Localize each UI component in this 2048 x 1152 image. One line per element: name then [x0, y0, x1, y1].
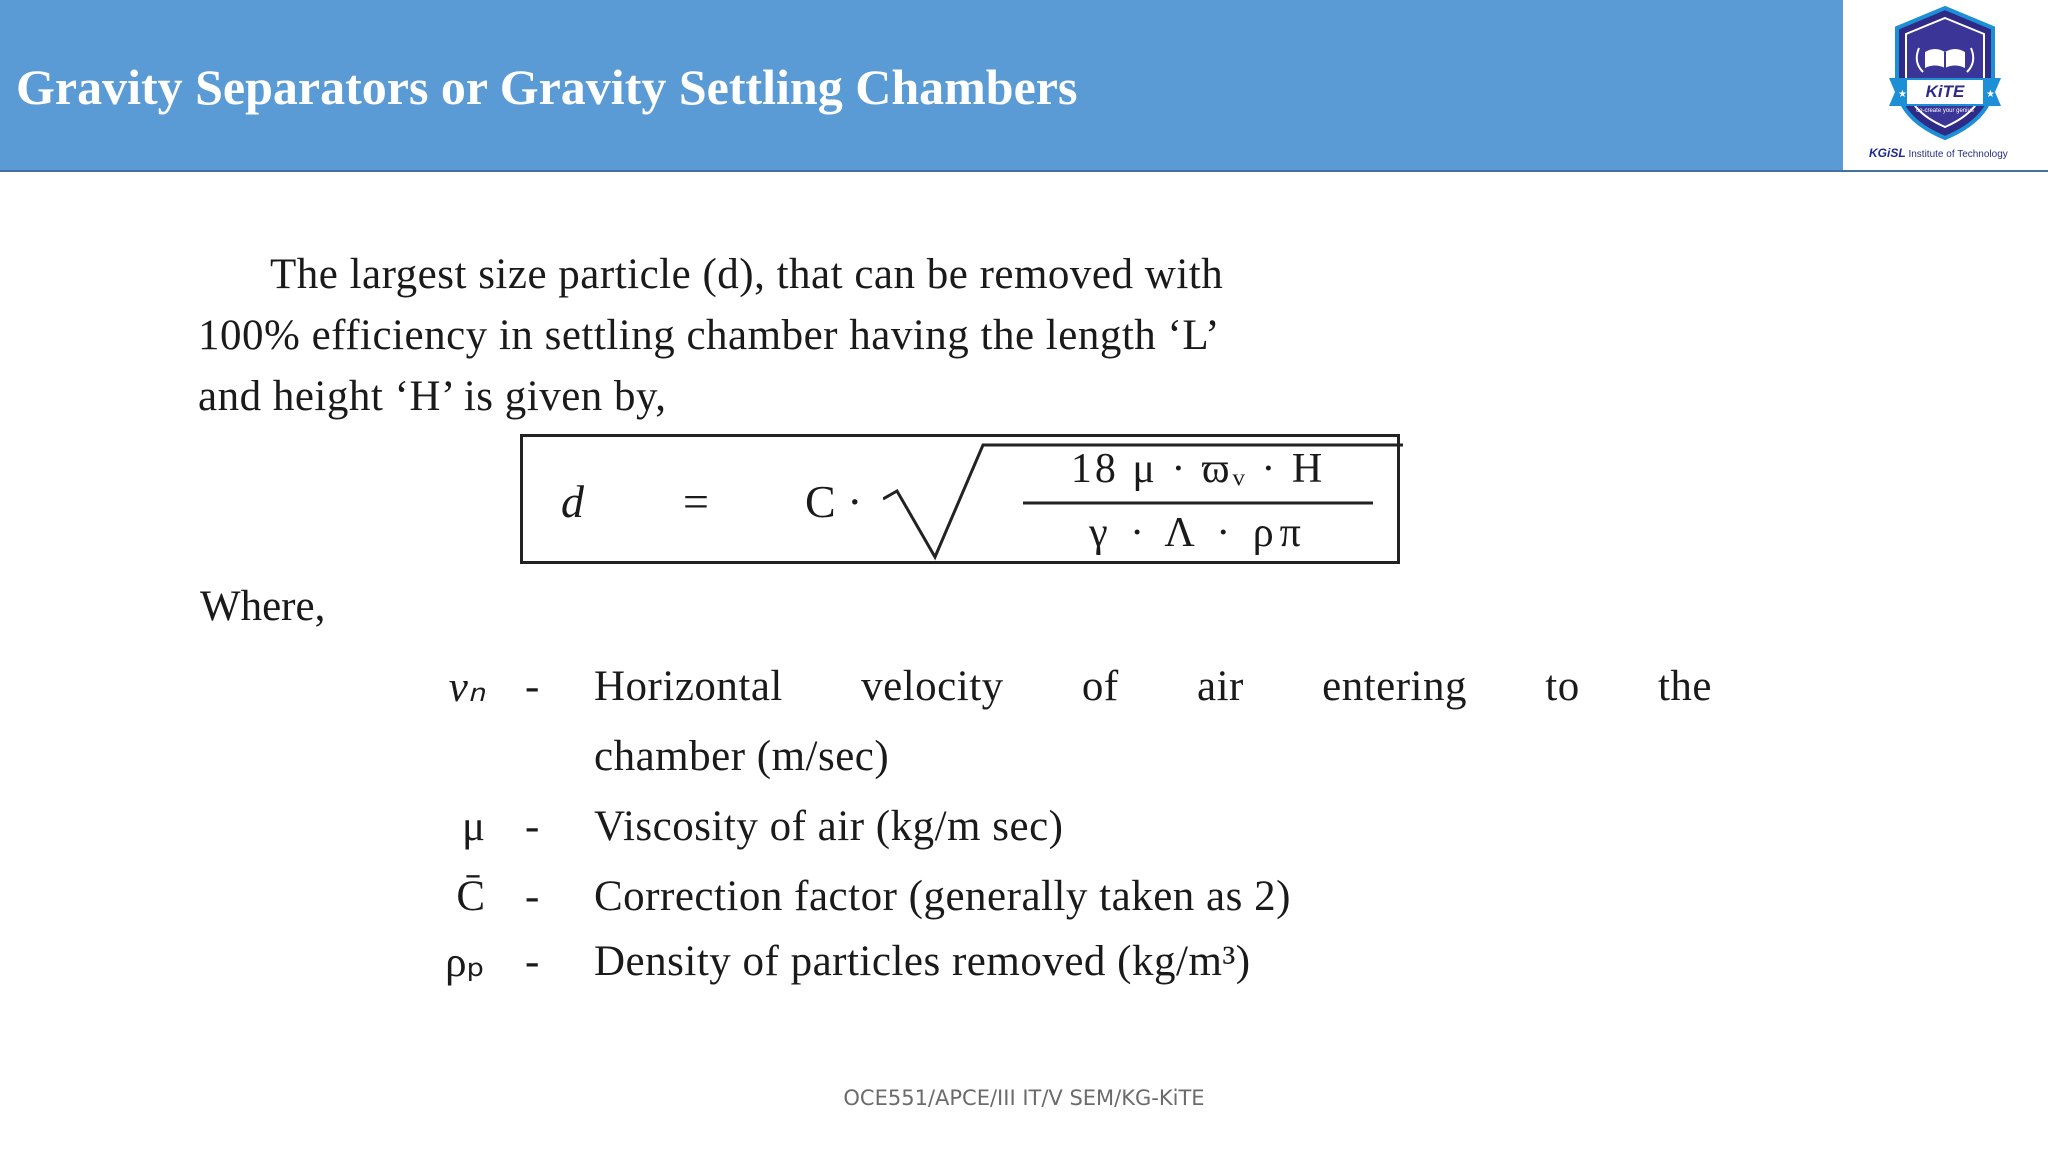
definition-symbol: vₙ: [448, 664, 485, 711]
definition-symbol: μ: [461, 803, 485, 850]
formula-box: [520, 434, 1400, 564]
definition-dash: -: [525, 663, 540, 710]
slide-title: Gravity Separators or Gravity Settling Chambers: [16, 59, 1078, 115]
intro-paragraph: [198, 244, 1708, 427]
svg-text:★: ★: [1986, 89, 1995, 100]
slide-content: [0, 172, 2048, 1072]
kite-shield-logo-icon: [1843, 0, 2048, 145]
definition-text-continued: chamber (m/sec): [594, 733, 890, 780]
formula-denominator: γ · Λ · ρπ: [1089, 510, 1307, 556]
definition-text: Horizontal velocity of air entering to the: [594, 663, 1712, 710]
definition-symbol: C̄: [456, 873, 485, 920]
intro-line-2: 100% efficiency in settling chamber having the length ‘L’: [198, 312, 1220, 359]
formula-coefficient: C ·: [805, 476, 863, 527]
slide-header: [0, 0, 1843, 172]
definition-dash: -: [525, 873, 540, 920]
definition-dash: -: [525, 803, 540, 850]
logo-tagline: co-create your genius: [1916, 108, 1974, 114]
logo-caption: [1869, 146, 2008, 160]
definition-text: Correction factor (generally taken as 2): [594, 873, 1291, 920]
slide-footer: OCE551/APCE/III IT/V SEM/KG-KiTE: [843, 1086, 1205, 1110]
intro-line-1: The largest size particle (d), that can be removed with: [270, 251, 1224, 298]
logo-area: [1843, 0, 2048, 172]
definition-symbol: ρₚ: [445, 939, 485, 986]
logo-badge-text: KiTE: [1925, 82, 1965, 101]
formula-numerator: 18 μ · ϖᵥ · H: [1070, 446, 1326, 492]
logo-caption-brand: KGiSL: [1869, 146, 1906, 160]
intro-line-3: and height ‘H’ is given by,: [198, 373, 667, 420]
logo-caption-text: Institute of Technology: [1908, 149, 2008, 160]
svg-text:★: ★: [1898, 89, 1907, 100]
formula-equals: =: [683, 476, 709, 527]
definition-dash: -: [525, 938, 540, 985]
where-label: Where,: [200, 583, 326, 630]
formula-lhs: d: [561, 476, 584, 527]
definition-text: Viscosity of air (kg/m sec): [594, 803, 1064, 850]
definition-text: Density of particles removed (kg/m³): [594, 938, 1251, 985]
